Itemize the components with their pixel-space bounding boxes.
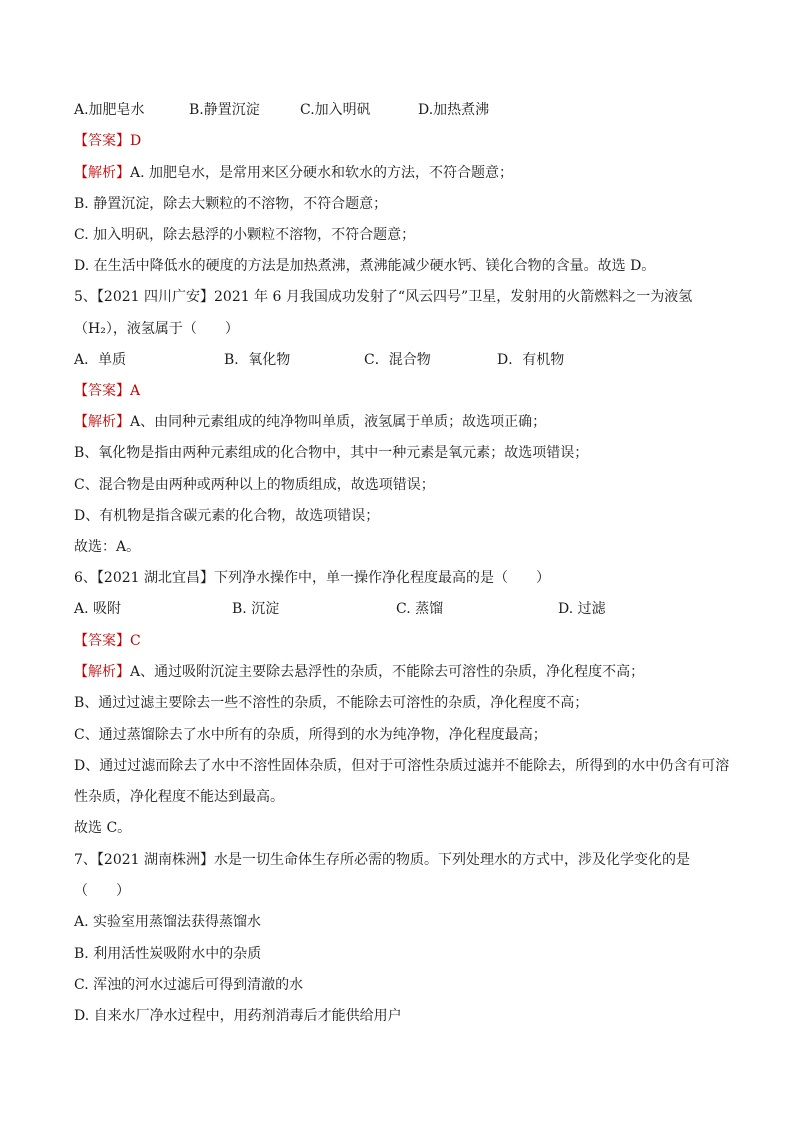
q5-options <box>74 351 754 369</box>
q6-option-c: C. 蒸馏 <box>396 601 444 617</box>
q7-stem <box>74 851 690 869</box>
q6-conclusion: 故选 C。 <box>74 820 132 836</box>
q5-analysis-line <box>74 413 546 431</box>
question-number: 7、 <box>74 852 97 868</box>
q6-analysis-line <box>74 663 644 681</box>
q6-analysis-line: C、通过蒸馏除去了水中所有的杂质，所得到的水为纯净物，净化程度最高； <box>74 727 547 743</box>
q7-option-b: B. 利用活性炭吸附水中的杂质 <box>74 946 262 962</box>
q4-options <box>74 101 754 119</box>
analysis-text: A. 加肥皂水，是常用来区分硬水和软水的方法，不符合题意； <box>130 165 514 181</box>
q5-option-d: D．有机物 <box>497 352 565 368</box>
q6-option-a: A. 吸附 <box>74 601 122 617</box>
q4-analysis-line: B. 静置沉淀，除去大颗粒的不溶物，不符合题意； <box>74 196 388 212</box>
answer-tag: 【答案】 <box>74 633 130 649</box>
question-stem: 下列净水操作中，单一操作净化程度最高的是（ ） <box>214 570 551 586</box>
q5-option-b: B．氧化物 <box>224 352 291 368</box>
q4-option-c: C.加入明矾 <box>300 102 371 118</box>
q5-answer <box>74 382 140 400</box>
q7-option-d: D. 自来水厂净水过程中，用药剂消毒后才能供给用户 <box>74 1008 402 1024</box>
question-stem: 水是一切生命体生存所必需的物质。下列处理水的方式中，涉及化学变化的是 <box>214 852 691 868</box>
answer-tag: 【答案】 <box>74 133 130 149</box>
q6-stem <box>74 569 550 587</box>
q6-option-b: B. 沉淀 <box>232 601 280 617</box>
analysis-text: A、由同种元素组成的纯净物叫单质，液氢属于单质；故选项正确； <box>130 414 547 430</box>
q7-option-c: C. 浑浊的河水过滤后可得到清澈的水 <box>74 977 304 993</box>
q5-option-a: A．单质 <box>74 352 127 368</box>
q4-answer <box>74 132 141 150</box>
q6-analysis-line: D、通过过滤而除去了水中不溶性固体杂质，但对于可溶性杂质过滤并不能除去，所得到的水中仍含有可溶 <box>74 758 730 774</box>
q4-analysis-line: C. 加入明矾，除去悬浮的小颗粒不溶物，不符合题意； <box>74 227 416 243</box>
analysis-text: A、通过吸附沉淀主要除去悬浮性的杂质，不能除去可溶性的杂质，净化程度不高； <box>130 664 645 680</box>
q5-stem <box>74 288 692 306</box>
q5-conclusion: 故选：A。 <box>74 539 141 555</box>
question-source: 【2021 四川广安】 <box>96 289 215 305</box>
question-source: 【2021 湖北宜昌】 <box>96 570 215 586</box>
question-stem: 2021 年 6 月我国成功发射了“风云四号”卫星，发射用的火箭燃料之一为液氢 <box>214 289 693 305</box>
q4-option-b: B.静置沉淀 <box>189 102 260 118</box>
q7-stem-line2: （ ） <box>74 883 130 899</box>
q4-analysis-line <box>74 164 513 182</box>
q4-option-a: A.加肥皂水 <box>74 102 145 118</box>
analysis-tag: 【解析】 <box>74 165 130 181</box>
q4-analysis-line: D. 在生活中降低水的硬度的方法是加热煮沸，煮沸能减少硬水钙、镁化合物的含量。故选 D。 <box>74 258 656 274</box>
answer-value: A <box>130 383 141 399</box>
answer-tag: 【答案】 <box>74 383 130 399</box>
q5-analysis-line: D、有机物是指含碳元素的化合物，故选项错误； <box>74 508 380 524</box>
analysis-tag: 【解析】 <box>74 664 130 680</box>
question-source: 【2021 湖南株洲】 <box>96 852 215 868</box>
answer-value: D <box>130 133 142 149</box>
analysis-tag: 【解析】 <box>74 414 130 430</box>
q6-analysis-line: 性杂质，净化程度不能达到最高。 <box>74 789 284 805</box>
q6-option-d: D. 过滤 <box>558 601 606 617</box>
q5-analysis-line: B、氧化物是指由两种元素组成的化合物中，其中一种元素是氧元素；故选项错误； <box>74 445 589 461</box>
q5-analysis-line: C、混合物是由两种或两种以上的物质组成，故选项错误； <box>74 477 435 493</box>
q6-answer <box>74 632 141 650</box>
q4-option-d: D.加热煮沸 <box>418 102 490 118</box>
q7-option-a: A. 实验室用蒸馏法获得蒸馏水 <box>74 914 262 930</box>
question-number: 5、 <box>74 289 97 305</box>
question-number: 6、 <box>74 570 97 586</box>
q6-analysis-line: B、通过过滤主要除去一些不溶性的杂质，不能除去可溶性的杂质，净化程度不高； <box>74 695 589 711</box>
answer-value: C <box>130 633 141 649</box>
q6-options <box>74 600 754 618</box>
q5-option-c: C．混合物 <box>364 352 431 368</box>
q5-stem-line2: （H₂），液氢属于（ ） <box>74 321 239 337</box>
